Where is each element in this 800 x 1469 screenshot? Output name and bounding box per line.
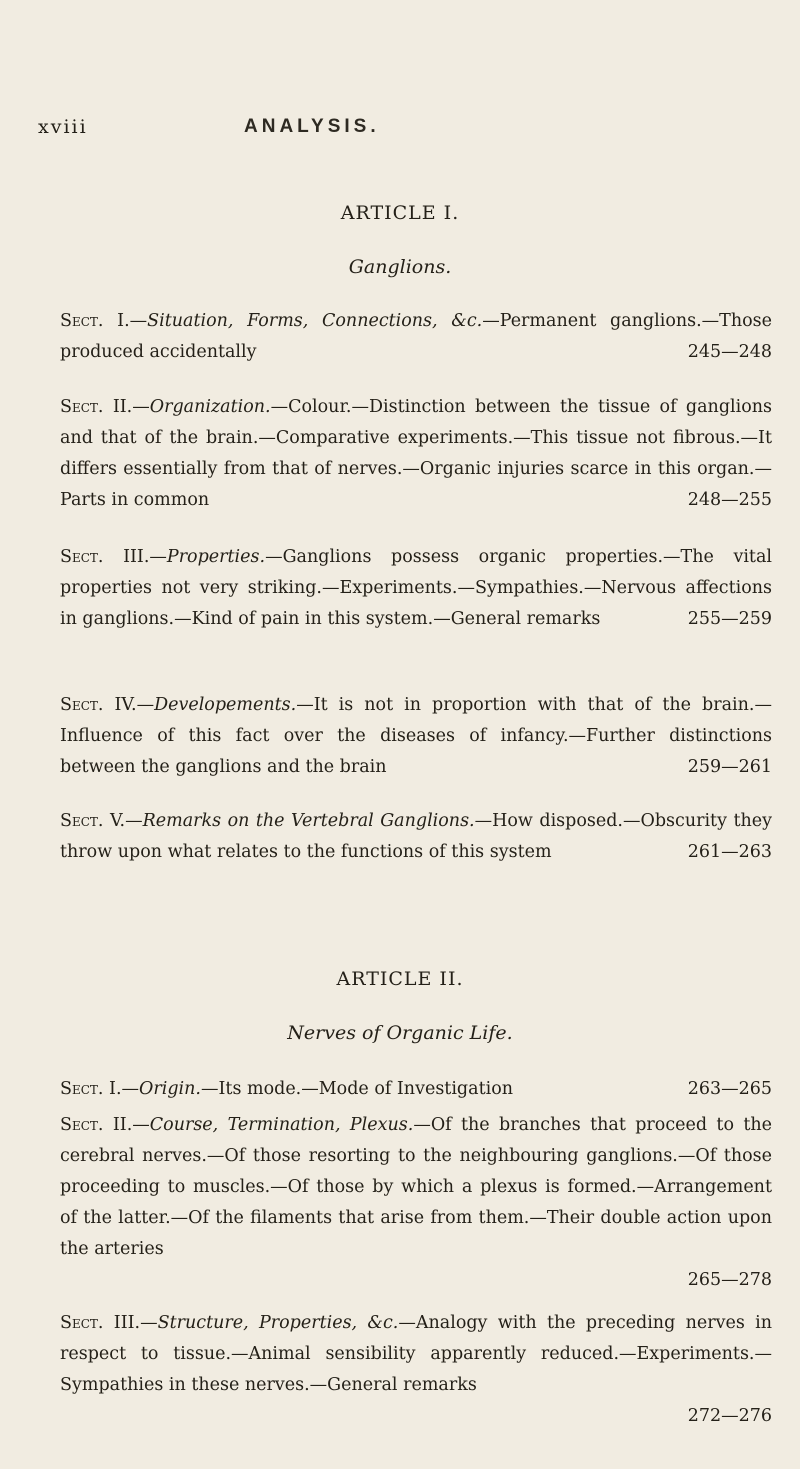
article-1-section-3 bbox=[60, 542, 772, 635]
page-range: 265—278 bbox=[687, 1270, 772, 1290]
section-title: Remarks on the Vertebral Ganglions. bbox=[142, 811, 475, 831]
article-2-section-1 bbox=[60, 1074, 772, 1105]
article-2-section-3 bbox=[60, 1308, 772, 1432]
page-range: 263—265 bbox=[687, 1079, 772, 1099]
running-title: ANALYSIS. bbox=[244, 116, 380, 137]
page-range: 245—248 bbox=[687, 342, 772, 362]
section-text: —How disposed.—Obscurity they throw upon what relates to the functions of this system bbox=[60, 811, 772, 862]
page-range: 261—263 bbox=[687, 842, 772, 862]
page-range: 248—255 bbox=[687, 490, 772, 510]
section-label: Sect. III.— bbox=[60, 547, 167, 567]
article-1-heading: ARTICLE I. bbox=[340, 202, 460, 224]
section-text: —Analogy with the preceding nerves in respect to tissue.—Animal sensibility apparently reduced.—Experiments.—Sympathies in these nerves.—General remarks bbox=[60, 1313, 772, 1395]
section-text: —Permanent ganglions.—Those produced accidentally bbox=[60, 311, 772, 362]
article-1-section-5 bbox=[60, 806, 772, 868]
section-label: Sect. IV.— bbox=[60, 695, 155, 715]
section-label: Sect. II.— bbox=[60, 1115, 150, 1135]
section-title: Developements. bbox=[154, 695, 297, 715]
page-range: 259—261 bbox=[687, 757, 772, 777]
section-label: Sect. I.— bbox=[60, 1079, 140, 1099]
article-1-section-1 bbox=[60, 306, 772, 368]
section-title: Structure, Properties, &c. bbox=[157, 1313, 399, 1333]
section-title: Properties. bbox=[166, 547, 266, 567]
page-range: 255—259 bbox=[687, 609, 772, 629]
article-2-subheading: Nerves of Organic Life. bbox=[287, 1022, 513, 1044]
section-label: Sect. II.— bbox=[60, 397, 150, 417]
article-2-section-2 bbox=[60, 1110, 772, 1296]
page-header bbox=[0, 116, 800, 146]
article-1-section-4 bbox=[60, 690, 772, 783]
section-title: Course, Termination, Plexus. bbox=[149, 1115, 414, 1135]
page-range: 272—276 bbox=[687, 1406, 772, 1426]
section-text: —Colour.—Distinction between the tissue of ganglions and that of the brain.—Comparative experiments.—This tissue not fibrous.—It differs essentially from that of nerves.—Organic injuries scarce in this organ.—Parts in common bbox=[60, 397, 772, 510]
section-title: Origin. bbox=[139, 1079, 201, 1099]
article-1-subheading: Ganglions. bbox=[348, 256, 452, 278]
section-label: Sect. I.— bbox=[60, 311, 148, 331]
section-text: —It is not in proportion with that of the brain.—Influence of this fact over the diseases of infancy.—Further distinctions between the ganglions and the brain bbox=[60, 695, 772, 777]
section-label: Sect. III.— bbox=[60, 1313, 158, 1333]
section-text: —Its mode.—Mode of Investigation bbox=[201, 1079, 514, 1099]
section-title: Organization. bbox=[149, 397, 271, 417]
article-2-heading: ARTICLE II. bbox=[336, 968, 464, 990]
article-1-section-2 bbox=[60, 392, 772, 516]
section-text: —Ganglions possess organic properties.—The vital properties not very striking.—Experiments.—Sympathies.—Nervous affections in ganglions.—Kind of pain in this system.—General remarks bbox=[60, 547, 772, 629]
section-label: Sect. V.— bbox=[60, 811, 143, 831]
page-number: xviii bbox=[38, 116, 88, 138]
section-text: —Of the branches that proceed to the cerebral nerves.—Of those resorting to the neighbouring ganglions.—Of those proceeding to muscles.—Of those by which a plexus is formed.—Arrangement of the latter.—Of the filaments that arise from them.—Their double action upon the arteries bbox=[60, 1115, 773, 1259]
section-title: Situation, Forms, Connections, &c. bbox=[147, 311, 483, 331]
